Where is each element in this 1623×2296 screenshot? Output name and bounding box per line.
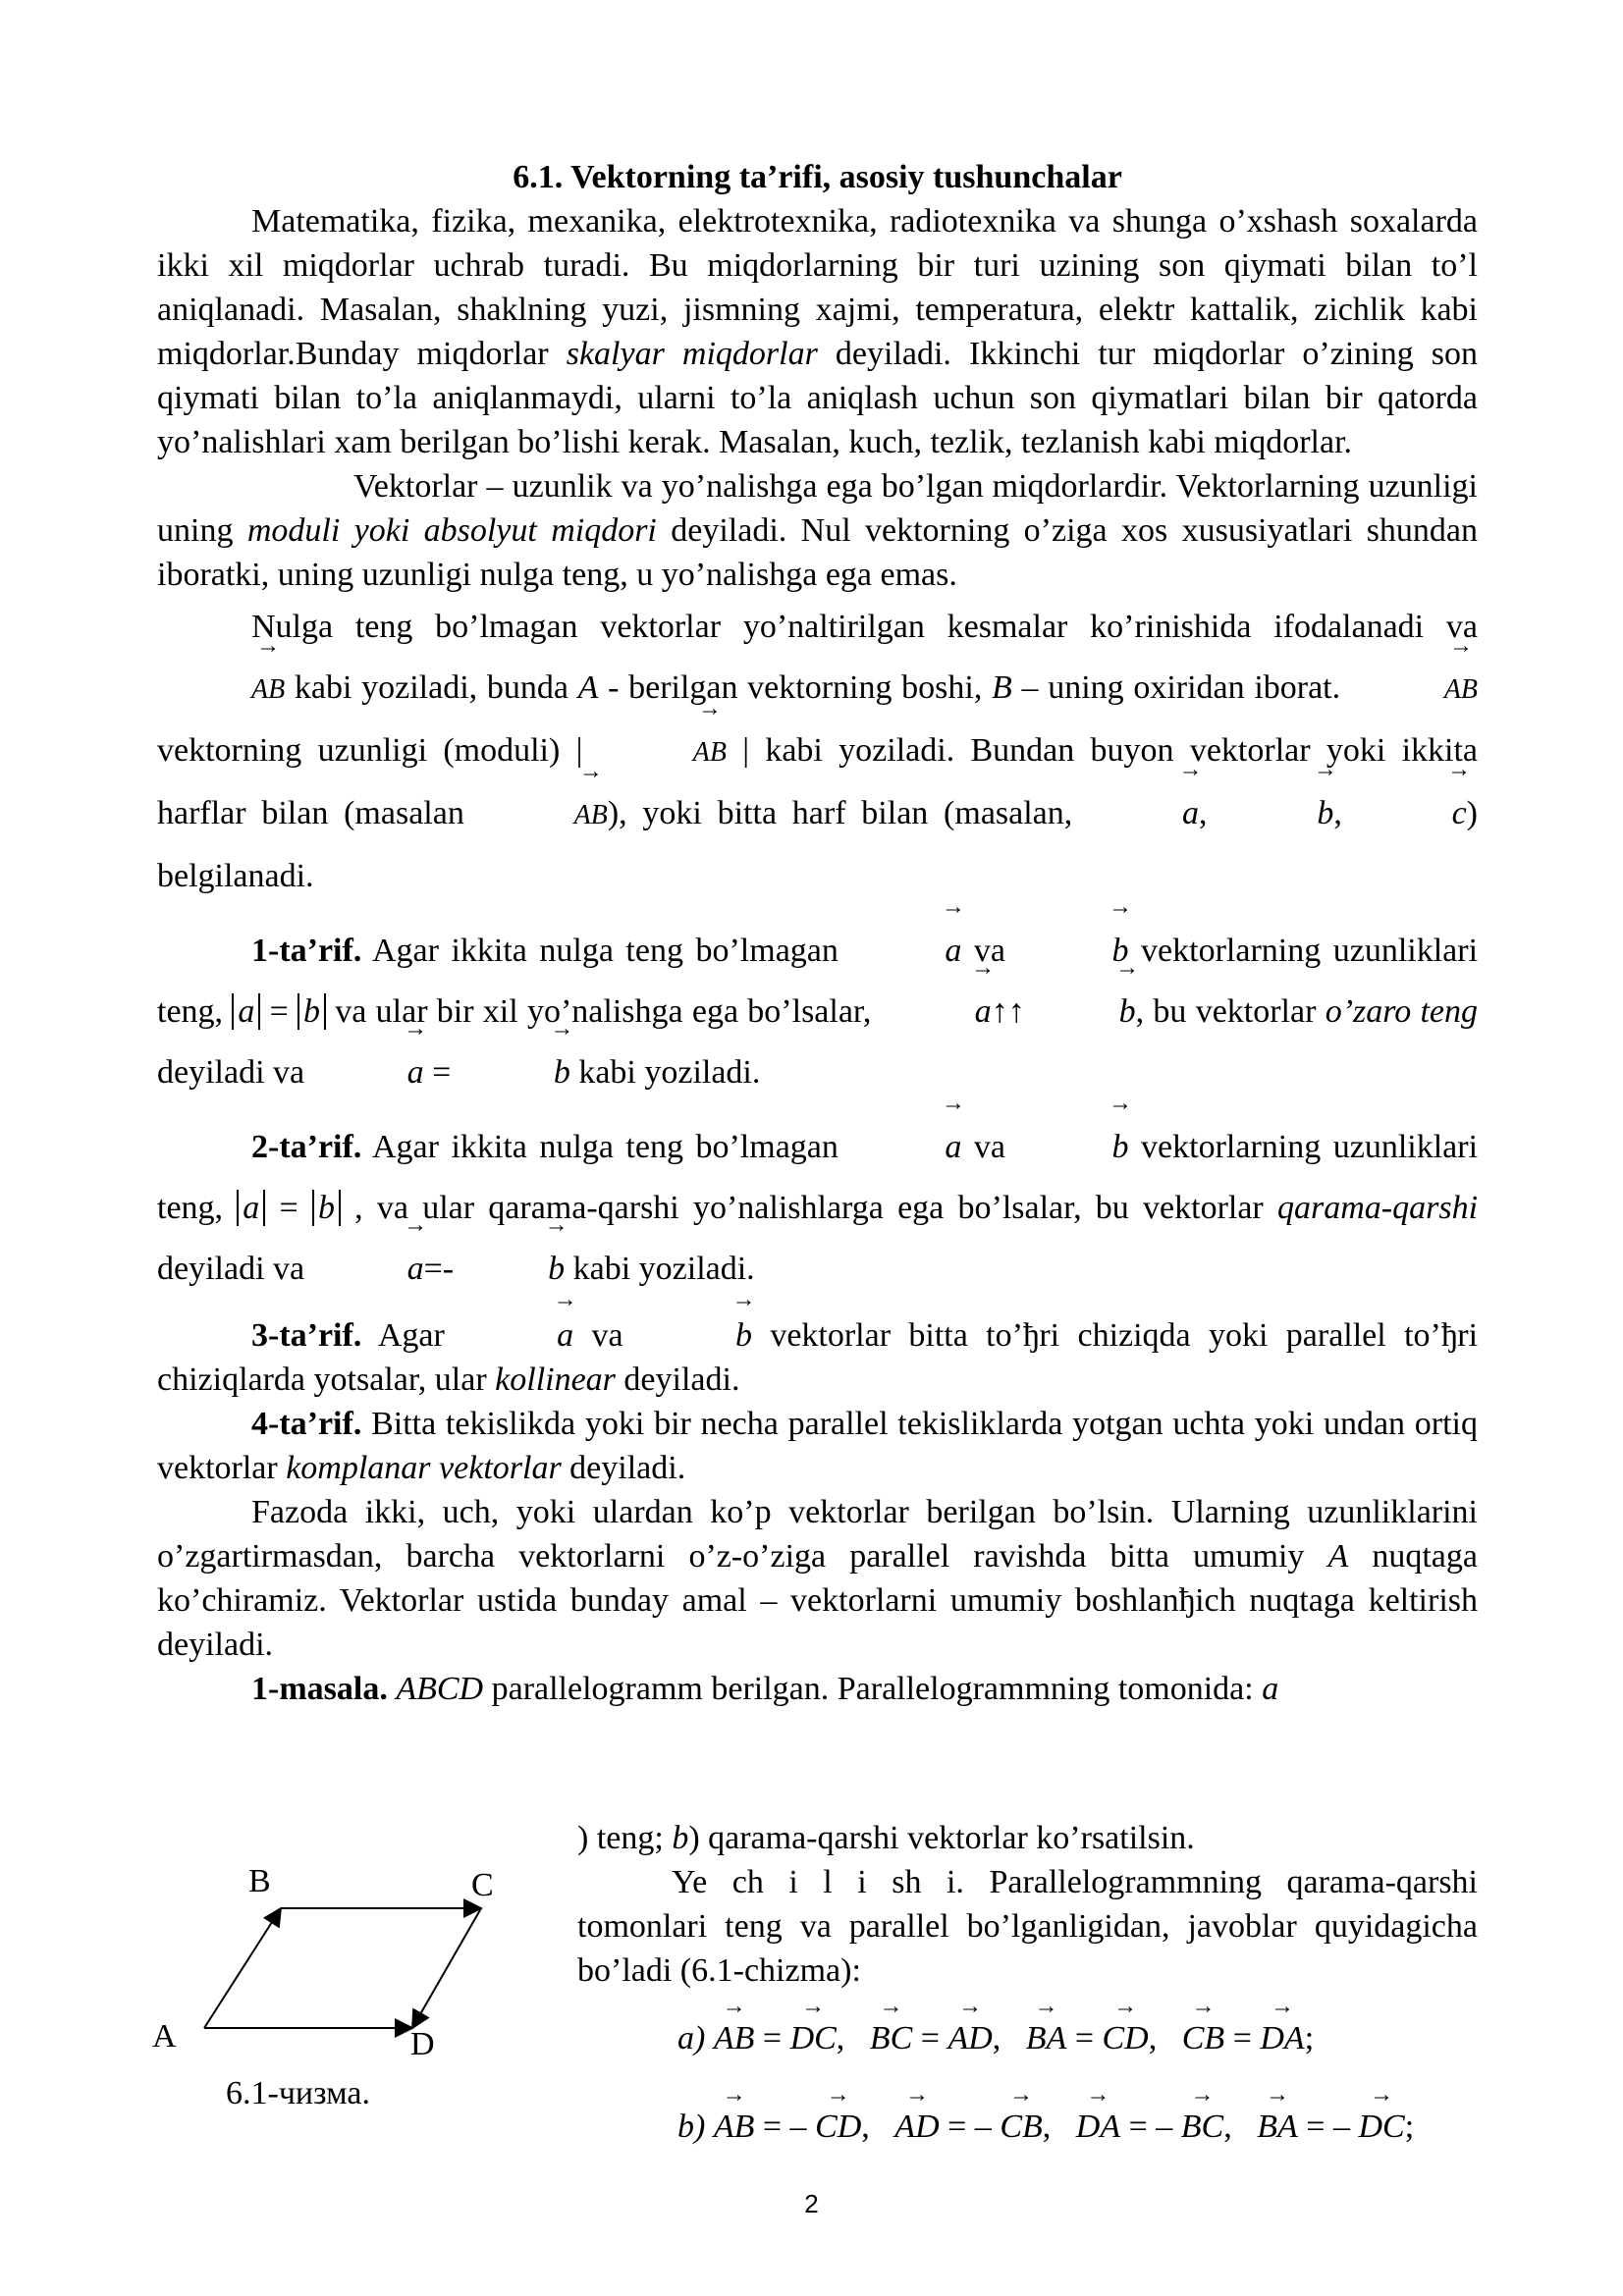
solution-text: Ye ch i l i sh i. Parallelogrammning qarama-qarshi tomonlari teng va parallel bo’lganligidan, javoblar quyidagicha bo’ladi (6.1-chizma): bbox=[577, 1864, 1478, 1989]
paragraph-common-origin: Fazoda ikki, uch, yoki ulardan ko’p vektorlar berilgan bo’lsin. Ularning uzunliklarini o’zgartirmasdan, barcha vektorlarni o’z-o’ziga parallel ravishda bitta umumiy A nuqtaga ko’chiramiz. Vektorlar ustida bunday amal – vektorlarni umumiy boshlanђich nuqtaga keltirish deyiladi. bbox=[157, 1494, 1478, 1663]
paragraph-notation: Nulga teng bo’lmagan vektorlar yo’naltirilgan kesmalar ko’rinishida ifodalanadi va → AB kabi yoziladi, bunda A - berilgan vektorning boshi, B – uning oxiridan iborat. → AB vektorning uzunligi (moduli) | → AB | kabi yoziladi. Bundan buyon vektorlar yoki ikkita harflar bilan (masalan → AB), yoki bitta harf bilan (masalan, → a, → b, → c) belgilanadi. bbox=[157, 597, 1478, 907]
definition-label: 2-ta’rif. bbox=[251, 1129, 362, 1165]
answer-eq-3: → BA = → CD, bbox=[1026, 2020, 1157, 2056]
side-AB bbox=[204, 1908, 281, 2028]
vector-AB: → AB bbox=[1350, 660, 1478, 721]
answer-eq-6: → AD = – → CB, bbox=[894, 2109, 1051, 2145]
figure-caption: 6.1-чизма. bbox=[226, 2075, 370, 2111]
definition-3: 3-ta’rif. Agar → a va → b vektorlar bitta to’ђri chiziqda yoki parallel to’ђri chiziqlarda yotsalar, ular kollinear deyiladi. bbox=[157, 1313, 1478, 1402]
term-scalar: skalyar miqdorlar bbox=[566, 336, 818, 372]
vector-AB: → AB bbox=[480, 785, 608, 846]
definition-4: 4-ta’rif. Bitta tekislikda yoki bir necha parallel tekisliklarda yotgan uchta yoki undan ortiq vektorlar komplanar vektorlar deyiladi. bbox=[157, 1406, 1479, 1486]
answer-eq-2: → BC = → AD, bbox=[870, 2020, 1001, 2056]
definition-1: 1-ta’rif. Agar ikkita nulga teng bo’lmagan → a va → b vektorlarning uzunliklari teng, a = b va ular bir xil yo’nalishga ega bo’lsalar, → a↑↑→ b, bu vektorlar o’zaro teng deyiladi va → a = → b kabi yoziladi. bbox=[157, 921, 1478, 1103]
parallelogram-figure bbox=[147, 1863, 579, 2158]
vector-AB: → AB bbox=[157, 660, 285, 721]
answer-eq-8: → BA = – → DC; bbox=[1257, 2109, 1414, 2145]
vector-c: → c bbox=[1358, 783, 1467, 844]
answer-eq-1: → AB = → DC, bbox=[714, 2020, 844, 2056]
vertex-label-D: D bbox=[410, 2026, 435, 2062]
paragraph-vectors: Vektorlar – uzunlik va yo’nalishga ega bo’lgan miqdorlardir. Vektorlarning uzunligi uning moduli yoki absolyut miqdori deyiladi. Nul vektorning o’ziga xos xususiyatlari shundan iboratki, uning uzunligi nulga teng, u yo’nalishga ega emas. bbox=[157, 468, 1479, 593]
vertex-label-C: C bbox=[471, 1867, 494, 1903]
vector-a: → a bbox=[1088, 783, 1199, 844]
definition-label: 3-ta’rif. bbox=[251, 1317, 362, 1354]
problem-label: 1-masala. bbox=[251, 1671, 388, 1707]
definition-2: 2-ta’rif. Agar ikkita nulga teng bo’lmagan → a va → b vektorlarning uzunliklari teng, a = b , va ular qarama-qarshi yo’nalishlarga ega bo’lsalar, bu vektorlar qarama-qarshi deyiladi va → a=-→ b kabi yoziladi. bbox=[157, 1117, 1478, 1300]
term-modulus: moduli yoki absolyut miqdori bbox=[246, 512, 657, 549]
definition-label: 4-ta’rif. bbox=[251, 1406, 362, 1442]
problem-statement: 1-masala. ABCD parallelogramm berilgan. Parallelogrammning tomonida: a bbox=[251, 1671, 1279, 1707]
problem-right-column: ) teng; b) qarama-qarshi vektorlar ko’rsatilsin. Ye ch i l i sh i. Parallelogrammning qarama-qarshi tomonlari teng va parallel bo’lganligidan, javoblar quyidagicha bo’ladi (6.1-chizma): bbox=[577, 1816, 1478, 1993]
paragraph-intro: Matematika, fizika, mexanika, elektrotexnika, radiotexnika va shunga o’xshash soxalarda ikki xil miqdorlar uchrab turadi. Bu miqdorlarning bir turi uzining son qiymati bilan to’l aniqlanadi. Masalan, shaklning yuzi, jismning xajmi, temperatura, elektr kattalik, zichlik kabi miqdorlar.Bunday miqdorlar skalyar miqdorlar deyiladi. Ikkinchi tur miqdorlar o’zining son qiymati bilan to’la aniqlanmaydi, ularni to’la aniqlash uchun son qiymatlari bilan bir qatorda yo’nalishlari xam berilgan bo’lishi kerak. Masalan, kuch, tezlik, tezlanish kabi miqdorlar. bbox=[157, 203, 1479, 460]
vector-b: → b bbox=[1222, 783, 1333, 844]
vertex-label-A: A bbox=[152, 2018, 177, 2055]
answers-a: a) → AB = → DC, → BC = → AD, → BA = → CD, → CB = → DA; bbox=[677, 2020, 1314, 2057]
answer-eq-7: → DA = – → BC, bbox=[1076, 2109, 1232, 2145]
answer-eq-5: → AB = – → CD, bbox=[714, 2109, 870, 2145]
vector-AB: → AB bbox=[599, 722, 727, 783]
definition-label: 1-ta’rif. bbox=[251, 933, 362, 969]
answers-b: b) → AB = – → CD, → AD = – → CB, → DA = – → BC, → BA = – → DC; bbox=[677, 2109, 1414, 2146]
side-CD bbox=[412, 1908, 481, 2028]
vertex-label-B: B bbox=[248, 1863, 271, 1899]
page-number: 2 bbox=[804, 2189, 819, 2218]
document-body bbox=[157, 155, 1478, 1711]
section-title: 6.1. Vektorning ta’rifi, asosiy tushunchalar bbox=[513, 159, 1122, 195]
parallelogram-diagram bbox=[147, 1863, 579, 2099]
answer-eq-4: → CB = → DA; bbox=[1182, 2020, 1314, 2056]
